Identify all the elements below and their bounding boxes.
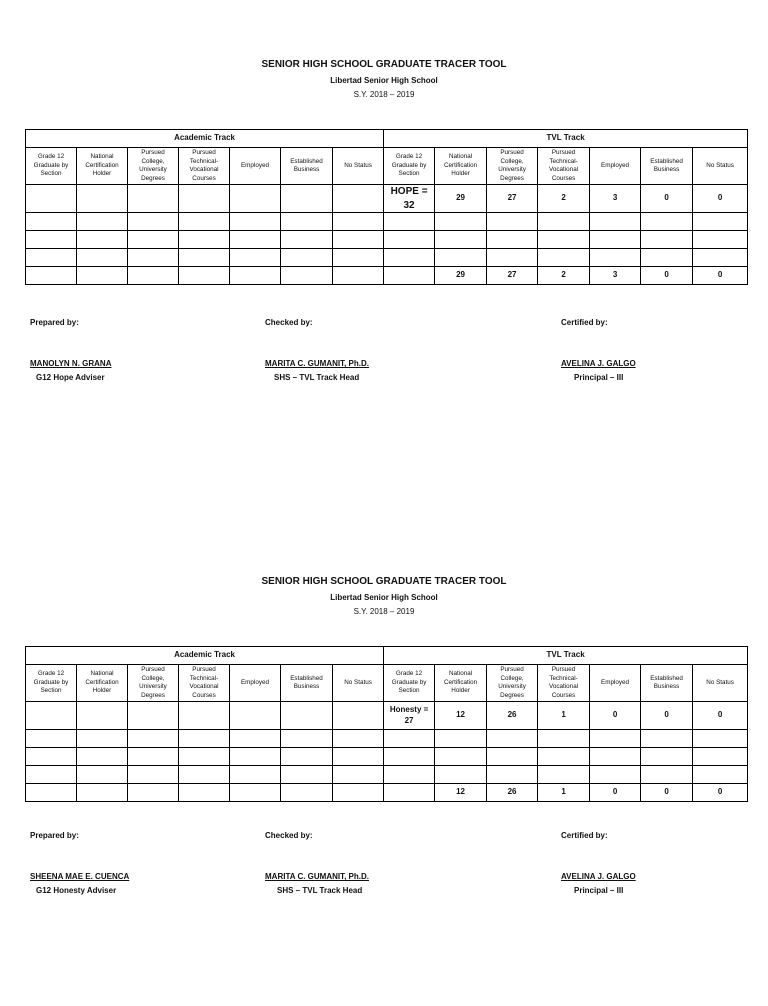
certified-by-title: Principal – III <box>574 373 624 382</box>
table-row <box>26 185 748 213</box>
section-cell: Honesty = 27 <box>384 702 435 730</box>
table-row <box>26 748 748 766</box>
total-cell: 2 <box>538 267 590 285</box>
column-header: National Certification Holder <box>435 148 487 185</box>
total-cell: 0 <box>641 267 693 285</box>
total-cell: 0 <box>641 784 693 802</box>
tracer-table <box>25 129 748 285</box>
table-row <box>26 249 748 267</box>
column-header: National Certification Holder <box>77 148 128 185</box>
academic-track-header: Academic Track <box>26 130 384 148</box>
table-row <box>26 213 748 231</box>
total-cell: 27 <box>487 267 538 285</box>
column-header: Pursued College, University Degrees <box>487 148 538 185</box>
total-cell: 29 <box>435 267 487 285</box>
checked-by-label: Checked by: <box>265 831 313 840</box>
certified-by-label: Certified by: <box>561 318 608 327</box>
total-cell: 1 <box>538 784 590 802</box>
prepared-by-name: MANOLYN N. GRANA <box>30 359 112 368</box>
table-row <box>26 730 748 748</box>
column-header: No Status <box>693 148 748 185</box>
checked-by-name: MARITA C. GUMANIT, Ph.D. <box>265 872 369 881</box>
table-row <box>26 702 748 730</box>
checked-by-title: SHS – TVL Track Head <box>277 886 363 895</box>
table-row <box>26 231 748 249</box>
value-cell: 0 <box>590 702 641 730</box>
column-header: Employed <box>590 665 641 702</box>
value-cell: 29 <box>435 185 487 213</box>
checked-by-title: SHS – TVL Track Head <box>274 373 360 382</box>
column-header: Established Business <box>281 665 333 702</box>
value-cell: 3 <box>590 185 641 213</box>
academic-track-header: Academic Track <box>26 647 384 665</box>
tracer-table <box>25 646 748 802</box>
prepared-by-title: G12 Hope Adviser <box>36 373 105 382</box>
value-cell: 0 <box>641 702 693 730</box>
total-row <box>26 784 748 802</box>
total-cell: 0 <box>693 784 748 802</box>
column-header: No Status <box>333 148 384 185</box>
value-cell: 0 <box>693 185 748 213</box>
value-cell: 0 <box>693 702 748 730</box>
column-header: Established Business <box>281 148 333 185</box>
value-cell: 1 <box>538 702 590 730</box>
value-cell: 26 <box>487 702 538 730</box>
prepared-by-label: Prepared by: <box>30 831 79 840</box>
column-header: National Certification Holder <box>435 665 487 702</box>
section-cell: HOPE = 32 <box>384 185 435 213</box>
column-header: Pursued College, University Degrees <box>487 665 538 702</box>
certified-by-name: AVELINA J. GALGO <box>561 872 636 881</box>
school-year: S.Y. 2018 – 2019 <box>353 90 415 99</box>
tvl-track-header: TVL Track <box>384 647 748 665</box>
total-cell: 3 <box>590 267 641 285</box>
column-header: Pursued College, University Degrees <box>128 665 179 702</box>
column-header: Grade 12 Graduate by Section <box>384 665 435 702</box>
total-cell: 0 <box>693 267 748 285</box>
checked-by-label: Checked by: <box>265 318 313 327</box>
report-title: SENIOR HIGH SCHOOL GRADUATE TRACER TOOL <box>261 576 507 587</box>
column-header: Grade 12 Graduate by Section <box>384 148 435 185</box>
tracer-report-hope <box>0 59 768 459</box>
column-header: National Certification Holder <box>77 665 128 702</box>
total-cell: 26 <box>487 784 538 802</box>
column-header: Pursued Technical-Vocational Courses <box>179 148 230 185</box>
column-header: Established Business <box>641 148 693 185</box>
value-cell: 0 <box>641 185 693 213</box>
school-name: Libertad Senior High School <box>330 76 438 85</box>
column-header: Employed <box>590 148 641 185</box>
prepared-by-name: SHEENA MAE E. CUENCA <box>30 872 130 881</box>
value-cell: 27 <box>487 185 538 213</box>
column-header: Employed <box>230 665 281 702</box>
tracer-report-honesty <box>0 576 768 976</box>
school-name: Libertad Senior High School <box>330 593 438 602</box>
column-header: Pursued College, University Degrees <box>128 148 179 185</box>
total-cell: 0 <box>590 784 641 802</box>
column-header: Grade 12 Graduate by Section <box>26 148 77 185</box>
certified-by-title: Principal – III <box>574 886 624 895</box>
tvl-track-header: TVL Track <box>384 130 748 148</box>
column-header: Pursued Technical-Vocational Courses <box>538 665 590 702</box>
total-cell: 12 <box>435 784 487 802</box>
certified-by-name: AVELINA J. GALGO <box>561 359 636 368</box>
certified-by-label: Certified by: <box>561 831 608 840</box>
column-header: No Status <box>693 665 748 702</box>
prepared-by-title: G12 Honesty Adviser <box>36 886 117 895</box>
table-row <box>26 766 748 784</box>
value-cell: 2 <box>538 185 590 213</box>
column-header: Grade 12 Graduate by Section <box>26 665 77 702</box>
column-header: Established Business <box>641 665 693 702</box>
checked-by-name: MARITA C. GUMANIT, Ph.D. <box>265 359 369 368</box>
value-cell: 12 <box>435 702 487 730</box>
column-header: No Status <box>333 665 384 702</box>
column-header: Pursued Technical-Vocational Courses <box>538 148 590 185</box>
prepared-by-label: Prepared by: <box>30 318 79 327</box>
total-row <box>26 267 748 285</box>
report-title: SENIOR HIGH SCHOOL GRADUATE TRACER TOOL <box>261 59 507 70</box>
column-header: Employed <box>230 148 281 185</box>
school-year: S.Y. 2018 – 2019 <box>353 607 415 616</box>
column-header: Pursued Technical-Vocational Courses <box>179 665 230 702</box>
